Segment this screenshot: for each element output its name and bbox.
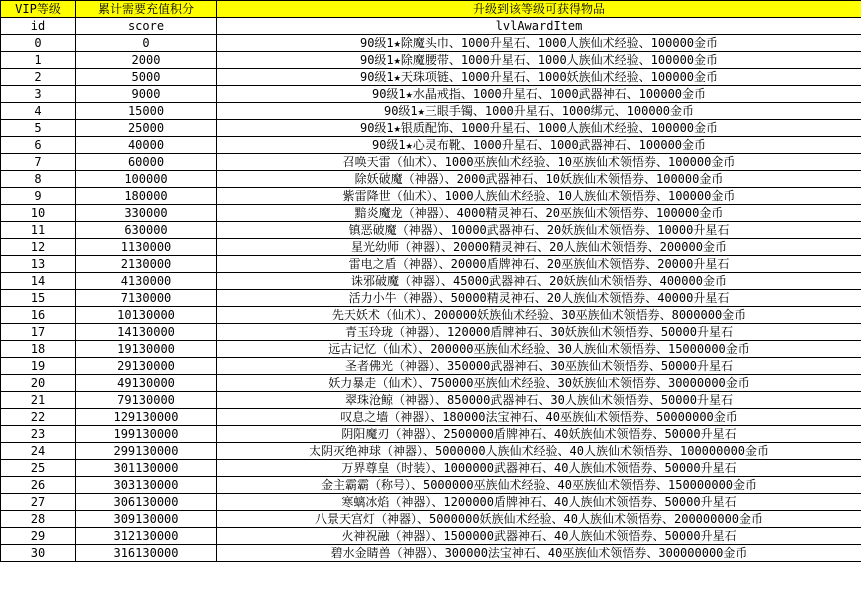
vip-level-cell[interactable]: 13 [1, 256, 76, 273]
vip-level-cell[interactable]: 10 [1, 205, 76, 222]
vip-level-cell[interactable]: 28 [1, 511, 76, 528]
vip-level-cell[interactable]: 7 [1, 154, 76, 171]
award-item-cell[interactable]: 翠珠沧鲸（神器）、850000武器神石、30人族仙术领悟券、50000升星石 [217, 392, 861, 409]
award-item-cell[interactable]: 万界尊皇（时装）、1000000武器神石、40人族仙术领悟券、50000升星石 [217, 460, 861, 477]
award-item-cell[interactable]: 黯炎魔龙（神器）、4000精灵神石、20巫族仙术领悟券、100000金币 [217, 205, 861, 222]
score-cell[interactable]: 301130000 [76, 460, 217, 477]
vip-level-cell[interactable]: 23 [1, 426, 76, 443]
score-cell[interactable]: 180000 [76, 188, 217, 205]
award-item-cell[interactable]: 除妖破魔（神器）、2000武器神石、10妖族仙术领悟券、100000金币 [217, 171, 861, 188]
table-row [1, 511, 861, 528]
vip-level-cell[interactable]: 11 [1, 222, 76, 239]
vip-level-cell[interactable]: 2 [1, 69, 76, 86]
score-cell[interactable]: 306130000 [76, 494, 217, 511]
award-item-cell[interactable]: 90级1★水晶戒指、1000升星石、1000武器神石、100000金币 [217, 86, 861, 103]
vip-level-cell[interactable]: 8 [1, 171, 76, 188]
vip-level-cell[interactable]: 25 [1, 460, 76, 477]
header-row [1, 1, 861, 18]
header-required-score[interactable]: 累计需要充值积分 [76, 1, 217, 18]
table-row [1, 460, 861, 477]
award-item-cell[interactable]: 90级1★天珠项链、1000升星石、1000妖族仙术经验、100000金币 [217, 69, 861, 86]
award-item-cell[interactable]: 90级1★除魔头巾、1000升星石、1000人族仙术经验、100000金币 [217, 35, 861, 52]
award-item-cell[interactable]: 诛邪破魔（神器）、45000武器神石、20妖族仙术领悟券、400000金币 [217, 273, 861, 290]
table-row [1, 392, 861, 409]
field-name-row [1, 18, 861, 35]
vip-level-cell[interactable]: 9 [1, 188, 76, 205]
table-row [1, 494, 861, 511]
award-item-cell[interactable]: 火神祝融（神器）、1500000武器神石、40人族仙术领悟券、50000升星石 [217, 528, 861, 545]
table-row [1, 52, 861, 69]
vip-level-cell[interactable]: 26 [1, 477, 76, 494]
table-row [1, 375, 861, 392]
score-cell[interactable]: 60000 [76, 154, 217, 171]
table-row [1, 86, 861, 103]
award-item-cell[interactable]: 青玉玲珑（神器）、120000盾牌神石、30妖族仙术领悟券、50000升星石 [217, 324, 861, 341]
table-row [1, 477, 861, 494]
vip-level-cell[interactable]: 16 [1, 307, 76, 324]
table-row [1, 341, 861, 358]
header-award-items[interactable]: 升级到该等级可获得物品 [217, 1, 861, 18]
award-item-cell[interactable]: 紫雷降世（仙术）、1000人族仙术经验、10人族仙术领悟券、100000金币 [217, 188, 861, 205]
table-row [1, 307, 861, 324]
score-cell[interactable]: 79130000 [76, 392, 217, 409]
table-row [1, 120, 861, 137]
table-row [1, 137, 861, 154]
vip-level-cell[interactable]: 4 [1, 103, 76, 120]
score-cell[interactable]: 19130000 [76, 341, 217, 358]
score-cell[interactable]: 15000 [76, 103, 217, 120]
score-cell[interactable]: 312130000 [76, 528, 217, 545]
table-row [1, 256, 861, 273]
table-row [1, 188, 861, 205]
field-award-item[interactable]: lvlAwardItem [217, 18, 861, 35]
table-body [1, 1, 861, 562]
vip-level-cell[interactable]: 19 [1, 358, 76, 375]
table-row [1, 409, 861, 426]
vip-level-cell[interactable]: 3 [1, 86, 76, 103]
vip-level-cell[interactable]: 6 [1, 137, 76, 154]
award-item-cell[interactable]: 太阴灭绝神球（神器）、5000000人族仙术经验、40人族仙术领悟券、100000000金币 [217, 443, 861, 460]
table-row [1, 69, 861, 86]
score-cell[interactable]: 29130000 [76, 358, 217, 375]
vip-level-cell[interactable]: 12 [1, 239, 76, 256]
vip-level-cell[interactable]: 14 [1, 273, 76, 290]
vip-level-cell[interactable]: 17 [1, 324, 76, 341]
award-item-cell[interactable]: 先天妖术（仙术）、200000妖族仙术经验、30巫族仙术领悟券、8000000金币 [217, 307, 861, 324]
vip-level-cell[interactable]: 22 [1, 409, 76, 426]
table-row [1, 443, 861, 460]
award-item-cell[interactable]: 八景天宫灯（神器）、5000000妖族仙术经验、40人族仙术领悟券、200000000金币 [217, 511, 861, 528]
score-cell[interactable]: 0 [76, 35, 217, 52]
award-item-cell[interactable]: 阴阳魔刃（神器）、2500000盾牌神石、40妖族仙术领悟券、50000升星石 [217, 426, 861, 443]
table-row [1, 222, 861, 239]
score-cell[interactable]: 1130000 [76, 239, 217, 256]
vip-level-cell[interactable]: 15 [1, 290, 76, 307]
award-item-cell[interactable]: 90级1★三眼手镯、1000升星石、1000绑元、100000金币 [217, 103, 861, 120]
score-cell[interactable]: 5000 [76, 69, 217, 86]
vip-level-cell[interactable]: 21 [1, 392, 76, 409]
table-row [1, 103, 861, 120]
award-item-cell[interactable]: 召唤天雷（仙术）、1000巫族仙术经验、10巫族仙术领悟券、100000金币 [217, 154, 861, 171]
award-item-cell[interactable]: 圣者佛光（神器）、350000武器神石、30巫族仙术领悟券、50000升星石 [217, 358, 861, 375]
table-row [1, 528, 861, 545]
score-cell[interactable]: 14130000 [76, 324, 217, 341]
award-item-cell[interactable]: 金主霸霸（称号）、5000000巫族仙术经验、40巫族仙术领悟券、150000000金币 [217, 477, 861, 494]
score-cell[interactable]: 309130000 [76, 511, 217, 528]
score-cell[interactable]: 49130000 [76, 375, 217, 392]
vip-level-cell[interactable]: 0 [1, 35, 76, 52]
table-row [1, 324, 861, 341]
score-cell[interactable]: 129130000 [76, 409, 217, 426]
vip-level-cell[interactable]: 1 [1, 52, 76, 69]
score-cell[interactable]: 25000 [76, 120, 217, 137]
award-item-cell[interactable]: 90级1★银质配饰、1000升星石、1000人族仙术经验、100000金币 [217, 120, 861, 137]
award-item-cell[interactable]: 叹息之墙（神器）、180000法宝神石、40巫族仙术领悟券、50000000金币 [217, 409, 861, 426]
score-cell[interactable]: 4130000 [76, 273, 217, 290]
table-row [1, 35, 861, 52]
vip-level-cell[interactable]: 24 [1, 443, 76, 460]
score-cell[interactable]: 9000 [76, 86, 217, 103]
score-cell[interactable]: 303130000 [76, 477, 217, 494]
award-item-cell[interactable]: 远古记忆（仙术）、200000巫族仙术经验、30人族仙术领悟券、15000000金币 [217, 341, 861, 358]
table-row [1, 273, 861, 290]
field-id[interactable]: id [1, 18, 76, 35]
table-row [1, 290, 861, 307]
vip-level-cell[interactable]: 29 [1, 528, 76, 545]
table-row [1, 545, 861, 562]
vip-level-cell[interactable]: 30 [1, 545, 76, 562]
header-vip-level[interactable]: VIP等级 [1, 1, 76, 18]
table-row [1, 239, 861, 256]
table-row [1, 426, 861, 443]
score-cell[interactable]: 2000 [76, 52, 217, 69]
score-cell[interactable]: 100000 [76, 171, 217, 188]
award-item-cell[interactable]: 碧水金睛兽（神器）、300000法宝神石、40巫族仙术领悟券、300000000金币 [217, 545, 861, 562]
vip-level-cell[interactable]: 18 [1, 341, 76, 358]
score-cell[interactable]: 316130000 [76, 545, 217, 562]
table-row [1, 205, 861, 222]
score-cell[interactable]: 10130000 [76, 307, 217, 324]
score-cell[interactable]: 299130000 [76, 443, 217, 460]
score-cell[interactable]: 7130000 [76, 290, 217, 307]
award-item-cell[interactable]: 星光幼师（神器）、20000精灵神石、20人族仙术领悟券、200000金币 [217, 239, 861, 256]
award-item-cell[interactable]: 活力小牛（神器）、50000精灵神石、20人族仙术领悟券、40000升星石 [217, 290, 861, 307]
award-item-cell[interactable]: 镇恶破魔（神器）、10000武器神石、20妖族仙术领悟券、10000升星石 [217, 222, 861, 239]
score-cell[interactable]: 2130000 [76, 256, 217, 273]
table-row [1, 171, 861, 188]
award-item-cell[interactable]: 90级1★心灵布靴、1000升星石、1000武器神石、100000金币 [217, 137, 861, 154]
score-cell[interactable]: 199130000 [76, 426, 217, 443]
vip-level-cell[interactable]: 5 [1, 120, 76, 137]
award-item-cell[interactable]: 寒螭冰焰（神器）、1200000盾牌神石、40人族仙术领悟券、50000升星石 [217, 494, 861, 511]
vip-level-cell[interactable]: 27 [1, 494, 76, 511]
score-cell[interactable]: 40000 [76, 137, 217, 154]
award-item-cell[interactable]: 雷电之盾（神器）、20000盾牌神石、20巫族仙术领悟券、20000升星石 [217, 256, 861, 273]
score-cell[interactable]: 630000 [76, 222, 217, 239]
table-row [1, 154, 861, 171]
award-item-cell[interactable]: 妖力暴走（仙术）、750000巫族仙术经验、30妖族仙术领悟券、30000000金币 [217, 375, 861, 392]
award-item-cell[interactable]: 90级1★除魔腰带、1000升星石、1000人族仙术经验、100000金币 [217, 52, 861, 69]
vip-level-cell[interactable]: 20 [1, 375, 76, 392]
table-row [1, 358, 861, 375]
score-cell[interactable]: 330000 [76, 205, 217, 222]
field-score[interactable]: score [76, 18, 217, 35]
